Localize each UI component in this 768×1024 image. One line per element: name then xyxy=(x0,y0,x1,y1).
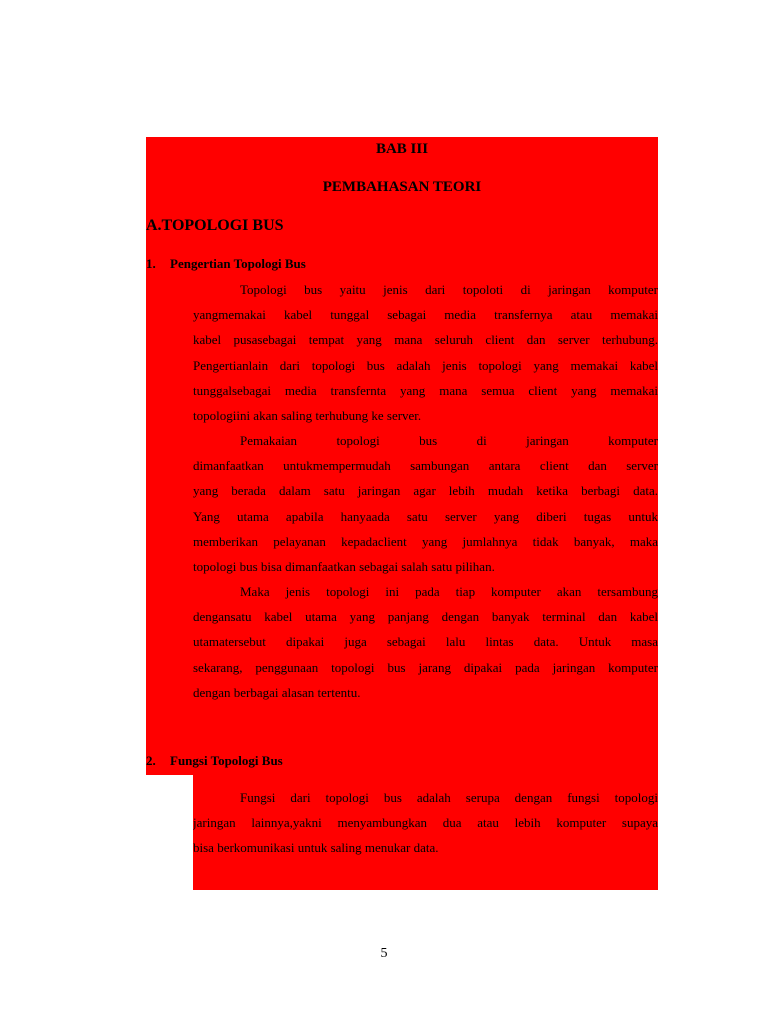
text-line: Fungsi dari topologi bus adalah serupa dengan fungsi topologi xyxy=(240,790,658,805)
paragraph xyxy=(193,277,658,428)
text-line: memberikan pelayanan kepadaclient yang jumlahnya tidak banyak, maka xyxy=(193,533,658,549)
text-line: utamatersebut dipakai juga sebagai lalu lintas data. Untuk masa xyxy=(193,634,658,650)
text-line: sekarang, penggunaan topologi bus jarang dipakai pada jaringan komputer xyxy=(193,659,658,675)
text-line: Maka jenis topologi ini pada tiap komputer akan tersambung xyxy=(240,584,658,599)
subsection-number: 2. xyxy=(146,753,156,768)
paragraph xyxy=(193,579,658,705)
text-line: Topologi bus yaitu jenis dari topoloti di jaringan komputer xyxy=(240,282,658,297)
chapter-label: BAB III xyxy=(375,141,429,157)
page-number: 5 xyxy=(380,946,388,961)
text-line: Pengertianlain dari topologi bus adalah jenis topologi yang memakai kabel xyxy=(193,357,658,373)
text-line: tunggalsebagai media transfernta yang mana semua client yang memakai xyxy=(193,382,658,398)
text-line: Yang utama apabila hanyaada satu server yang diberi tugas untuk xyxy=(193,508,658,524)
paragraph xyxy=(193,785,658,861)
text-line: dengan berbagai alasan tertentu. xyxy=(193,684,361,700)
text-line: yangmemakai kabel tunggal sebagai media transfernya atau memakai xyxy=(193,307,658,323)
paragraph xyxy=(193,428,658,579)
text-line: topologi bus bisa dimanfaatkan sebagai salah satu pilihan. xyxy=(193,558,495,574)
text-line: dengansatu kabel utama yang panjang dengan banyak terminal dan kabel xyxy=(193,609,658,625)
highlight-block xyxy=(146,271,193,700)
subsection-heading xyxy=(146,752,283,770)
text-line: Pemakaian topologi bus di jaringan komputer xyxy=(240,433,658,448)
text-line: topologiini akan saling terhubung ke server. xyxy=(193,407,422,423)
text-line: kabel pusasebagai tempat yang mana seluruh client dan server terhubung. xyxy=(193,332,658,348)
text-line: jaringan lainnya,yakni menyambungkan dua atau lebih komputer supaya xyxy=(193,815,658,831)
chapter-title: PEMBAHASAN TEORI xyxy=(322,179,482,195)
text-line: bisa berkomunikasi untuk saling menukar data. xyxy=(193,840,439,856)
text-line: dimanfaatkan untukmempermudah sambungan antara client dan server xyxy=(193,458,658,474)
subsection-title: Fungsi Topologi Bus xyxy=(170,753,283,768)
text-line: yang berada dalam satu jaringan agar lebih mudah ketika berbagi data. xyxy=(193,483,658,499)
section-heading: A.TOPOLOGI BUS xyxy=(146,217,284,234)
subsection-number: 1. xyxy=(146,256,156,271)
subsection-heading xyxy=(146,255,306,273)
subsection-title: Pengertian Topologi Bus xyxy=(170,256,306,271)
